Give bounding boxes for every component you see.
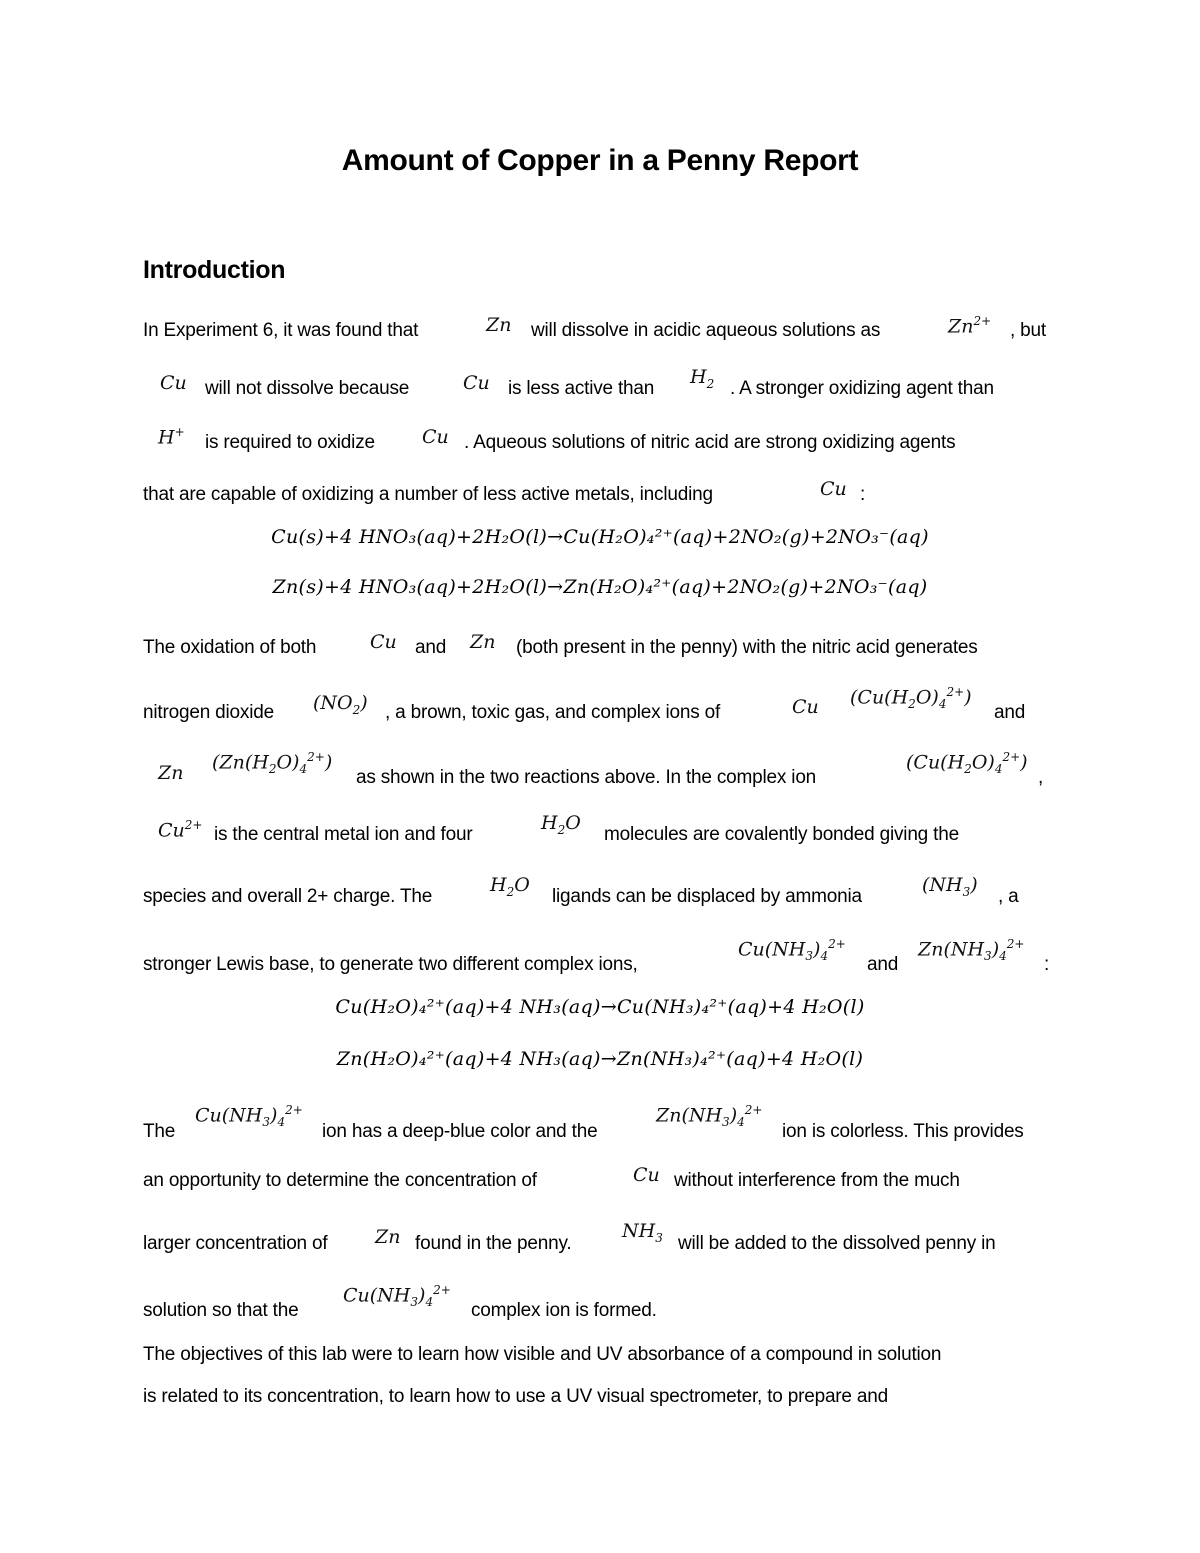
math-h2: $H_2$ [690, 366, 715, 391]
math-cu: Cu [422, 426, 449, 448]
body-text: The [143, 1121, 176, 1142]
math-cu-nh34: $Cu(NH_3)_4^{2+}$ [195, 1103, 303, 1130]
body-text: without interference from the much [674, 1170, 960, 1191]
body-text: stronger Lewis base, to generate two different complex ions, [143, 954, 638, 975]
body-text: molecules are covalently bonded giving the [604, 824, 959, 845]
math-cu2plus: $Cu^{2+}$ [158, 818, 203, 842]
math-cu: Cu [160, 372, 187, 394]
body-text: is the central metal ion and four [214, 824, 473, 845]
body-text: and [415, 637, 447, 658]
body-text: , but [1010, 320, 1046, 341]
body-text: . Aqueous solutions of nitric acid are strong oxidizing agents [464, 432, 956, 453]
body-text: The objectives of this lab were to learn how visible and UV absorbance of a compound in solution [143, 1344, 942, 1365]
math-zn: Zn [486, 314, 512, 336]
body-text: an opportunity to determine the concentration of [143, 1170, 537, 1191]
body-text: , a brown, toxic gas, and complex ions of [385, 702, 721, 723]
math-cu-h2o4-complex: $(Cu(H_2O)_4^{2+})$ [906, 750, 1028, 777]
math-zn2plus: $Zn^{2+}$ [948, 314, 992, 338]
body-text: nitrogen dioxide [143, 702, 274, 723]
body-text: as shown in the two reactions above. In the complex ion [356, 767, 817, 788]
math-cu: Cu [792, 696, 819, 718]
math-zn-h2o4-complex: $(Zn(H_2O)_4^{2+})$ [212, 750, 333, 777]
math-hplus: H+ [158, 425, 185, 449]
body-text: : [860, 484, 866, 505]
math-cu: Cu [820, 478, 847, 500]
body-text: is related to its concentration, to learn how to use a UV visual spectrometer, to prepare and [143, 1386, 888, 1407]
page-title: Amount of Copper in a Penny Report [341, 144, 859, 177]
math-zn-nh34: $Zn(NH_3)_4^{2+}$ [918, 937, 1025, 964]
body-text: will be added to the dissolved penny in [678, 1233, 996, 1254]
body-text: is required to oxidize [205, 432, 375, 453]
math-cu: Cu [463, 372, 490, 394]
equation-cu-nitric: Cu(s)+4 HNO₃(aq)+2H₂O(l)→Cu(H₂O)₄²⁺(aq)+2NO₂(g)+2NO₃⁻(aq) [271, 526, 929, 548]
body-text: found in the penny. [415, 1233, 572, 1254]
body-text: . A stronger oxidizing agent than [730, 378, 994, 399]
body-text: will not dissolve because [205, 378, 410, 399]
math-cu: Cu [370, 631, 397, 653]
body-text: In Experiment 6, it was found that [143, 320, 419, 341]
math-h2o: $H_2O$ [490, 874, 530, 899]
math-cu-h2o4-complex: $(Cu(H_2O)_4^{2+})$ [850, 685, 972, 712]
body-text: and [994, 702, 1026, 723]
math-zn: Zn [375, 1226, 401, 1248]
equation-cu-ammonia: Cu(H₂O)₄²⁺(aq)+4 NH₃(aq)→Cu(NH₃)₄²⁺(aq)+4 H₂O(l) [335, 996, 865, 1018]
body-text: larger concentration of [143, 1233, 328, 1254]
math-nh3: $NH_3$ [622, 1220, 663, 1245]
equation-zn-nitric: Zn(s)+4 HNO₃(aq)+2H₂O(l)→Zn(H₂O)₄²⁺(aq)+2NO₂(g)+2NO₃⁻(aq) [272, 576, 928, 598]
math-zn-nh34: $Zn(NH_3)_4^{2+}$ [656, 1103, 763, 1130]
body-text: will dissolve in acidic aqueous solutions as [531, 320, 881, 341]
math-cu-nh34: $Cu(NH_3)_4^{2+}$ [343, 1283, 451, 1310]
body-text: complex ion is formed. [471, 1300, 657, 1321]
math-no2: $(NO_2)$ [313, 692, 368, 717]
body-text: is less active than [508, 378, 655, 399]
body-text: , a [998, 886, 1019, 907]
body-text: (both present in the penny) with the nitric acid generates [516, 637, 978, 658]
math-cu: Cu [633, 1164, 660, 1186]
body-text: and [867, 954, 899, 975]
math-nh3: $(NH_3)$ [922, 874, 978, 899]
math-zn: Zn [470, 631, 496, 653]
body-text: that are capable of oxidizing a number of less active metals, including [143, 484, 713, 505]
math-h2o: $H_2O$ [541, 812, 581, 837]
body-text: species and overall 2+ charge. The [143, 886, 433, 907]
math-zn: Zn [158, 762, 184, 784]
body-text: : [1044, 954, 1050, 975]
body-text: ion is colorless. This provides [782, 1121, 1024, 1142]
body-text: ion has a deep-blue color and the [322, 1121, 598, 1142]
section-heading-introduction: Introduction [143, 256, 286, 284]
body-text: ligands can be displaced by ammonia [552, 886, 862, 907]
equation-zn-ammonia: Zn(H₂O)₄²⁺(aq)+4 NH₃(aq)→Zn(NH₃)₄²⁺(aq)+4 H₂O(l) [336, 1048, 864, 1070]
math-cu-nh34: $Cu(NH_3)_4^{2+}$ [738, 937, 846, 964]
body-text: , [1038, 767, 1044, 788]
body-text: The oxidation of both [143, 637, 317, 658]
body-text: solution so that the [143, 1300, 299, 1321]
